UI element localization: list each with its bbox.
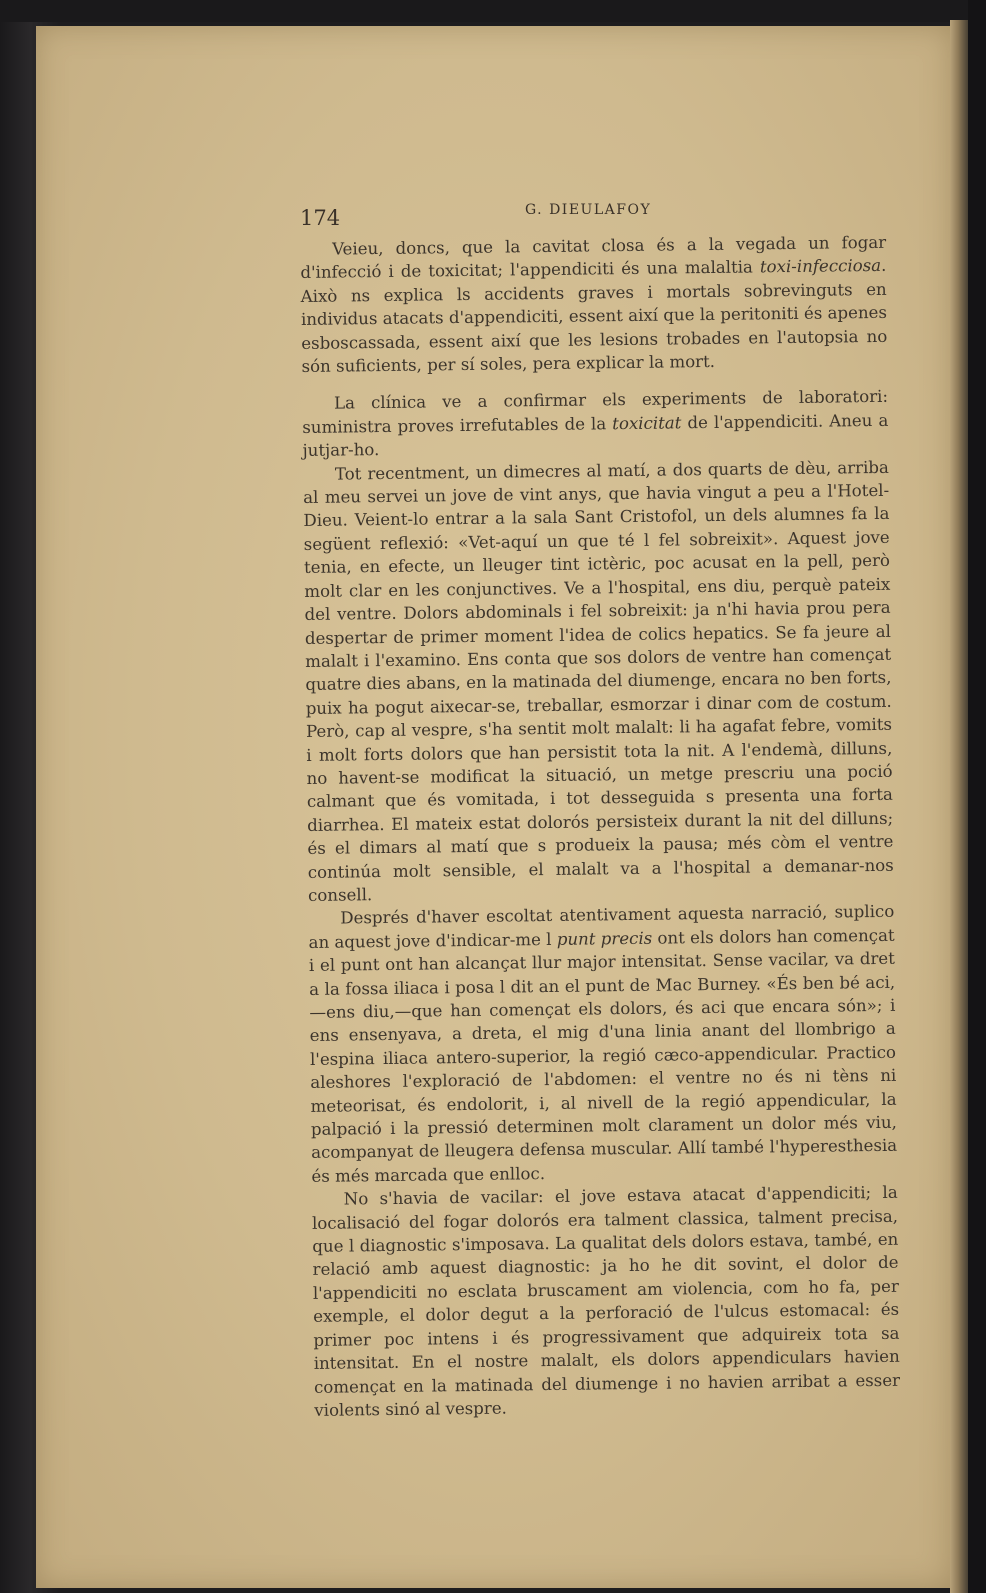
paragraph-5: No s'havia de vacilar: el jove estava atacat d'appendiciti; la localisació del fogar dolorós era talment classica, talment precisa, que l diagnostic s'imposava. La qualitat dels dolors estava, també, en relació amb aquest diagnostic: ja ho he dit sovint, el dolor de l'appendiciti no esclata bruscament am violencia, com ho fa, per exemple, el dolor degut a la perforació de l'ulcus estomacal: és primer poc intens i és progressivament que adquireix tota sa intensitat. En el nostre malalt, els dolors appendiculars havien començat en la matinada del diumenge i no havien arribat a esser violents sinó al vespre. [311,1183,901,1420]
paragraph-4 [308,900,897,1188]
page-number: 174 [300,206,341,230]
paragraph-4-italic: punt precis [556,928,653,949]
paragraph-2-italic: toxicitat [612,413,682,434]
paragraph-1-text-b: . Això ns explica ls accidents graves i mortals sobrevinguts en individus atacats d'appendiciti, essent així que la peritoniti és apenes esboscassada, essent així que les lesions trobades en l'autopsia no són suficients, per sí soles, pera explicar la mort. [300,256,888,377]
paragraph-3: Tot recentment, un dimecres al matí, a dos quarts de dèu, arriba al meu servei un jove de vint anys, que havia vingut a peu a l'Hotel-Dieu. Veient-lo entrar a la sala Sant Cristofol, un dels alumnes fa la següent reflexió: «Vet-aquí un que té l fel sobreixit». Aquest jove tenia, en efecte, un lleuger tint ictèric, poc acusat en la pell, però molt clar en les conjunctives. Ve a l'hospital, ens diu, perquè pateix del ventre. Dolors abdominals i fel sobreixit: ja n'hi havia prou pera despertar de primer moment l'idea de colics hepatics. Se fa jeure al malalt i l'examino. Ens conta que sos dolors de ventre han començat quatre dies abans, en la matinada del diumenge, encara no ben forts, puix ha pogut aixecar-se, treballar, esmorzar i dinar com de costum. Però, cap al vespre, s'ha sentit molt malalt: li ha agafat febre, vomits i molt forts dolors que han persistit tota la nit. A l'endemà, dilluns, no havent-se modificat la situació, un metge prescriu una poció calmant que és vomitada, i tot desseguida s presenta una forta diarrhea. El mateix estat dolorós persisteix durant la nit del dilluns; és el dimars al matí que s produeix la pausa; més còm el ventre continúa molt sensible, el malalt va a l'hospital a demanar-nos consell. [303,457,894,905]
paragraph-4-text-a: Després d'haver escoltat atentivament aquesta narració, suplico an aquest jove d'indicar-me l [308,902,895,952]
body-text [300,231,900,1422]
scan-background-right [968,0,986,1593]
paragraph-1-italic: toxi-infecciosa [759,256,882,277]
paragraph-2-text-a: La clínica ve a confirmar els experiments de laboratori: suministra proves irrefutables de la [302,387,889,437]
paragraph-1-text-a: Veieu, doncs, que la cavitat closa és a la vegada un fogar d'infecció i de toxicitat; l'appendiciti és una malaltia [300,232,887,283]
running-head: G. DIEULAFOY [525,202,652,218]
page-header [300,200,900,230]
paragraph-2 [302,385,889,462]
paragraph-4-text-b: ont els dolors han començat i el punt ont han alcançat llur major intensitat. Sense vacilar, va dret a la fossa iliaca i posa l dit an el punt de Mac Burney. «És ben bé aci,—ens diu,—que han començat els dolors, és aci que encara són»; i ens ensenyava, a dreta, el mig d'una linia anant del llombrigo a l'espina iliaca antero-superior, la regió cæco-appendicular. Practico aleshores l'exploració de l'abdomen: el ventre no és ni tèns ni meteorisat, és endolorit, i, al nivell de la regió appendicular, la palpació i la pressió determinen molt clarament un dolor més viu, acompanyat de lleugera defensa muscular. Allí també l'hyperesthesia és més marcada que enlloc. [308,925,898,1186]
scan-background-top [0,0,986,22]
paragraph-2-text-b: de l'appendiciti. Aneu a jutjar-ho. [302,410,889,461]
page-stack-edge [950,20,970,1593]
paragraph-1 [300,231,888,379]
